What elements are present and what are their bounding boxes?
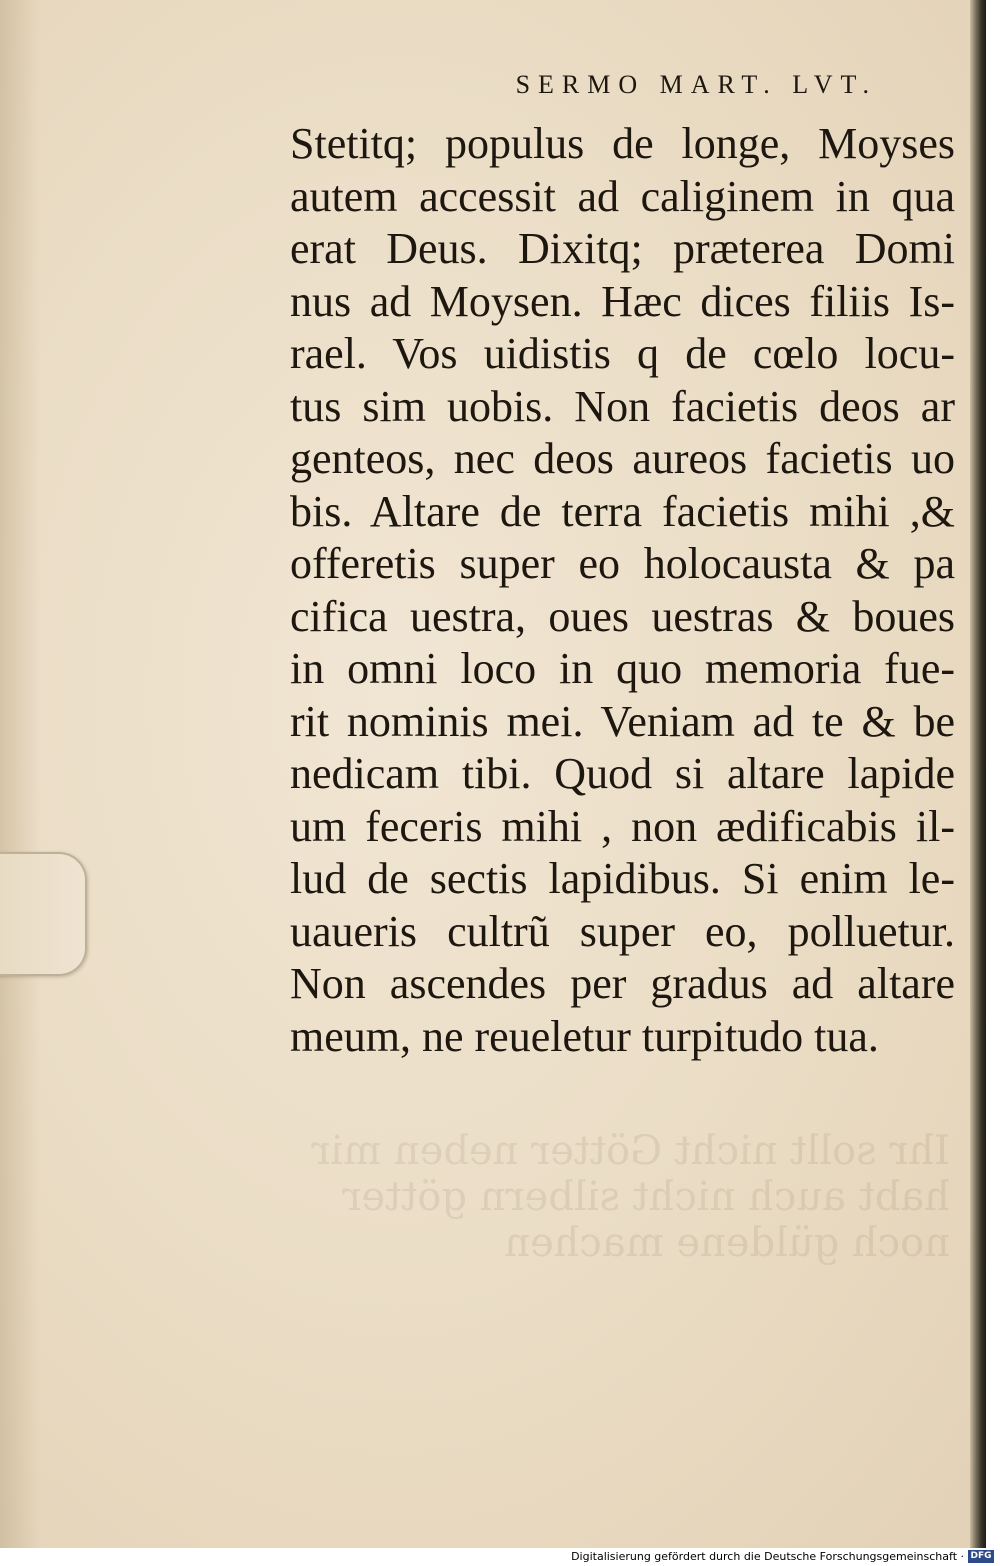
text-line: genteos, nec deos aureos facietis uo	[290, 434, 955, 483]
dfg-logo-icon: DFG	[968, 1550, 994, 1563]
digitization-credit: Digitalisierung gefördert durch die Deutsche Forschungsgemeinschaft ·	[571, 1550, 964, 1563]
text-line: nus ad Moysen. Hæc dices filiis Is-	[290, 276, 955, 326]
text-line: Stetitq; populus de longe, Moyses	[290, 119, 955, 168]
text-line: um feceris mihi , non ædificabis il-	[290, 801, 955, 851]
text-line: lud de sectis lapidibus. Si enim le-	[290, 854, 955, 903]
text-line: in omni loco in quo memoria fue-	[290, 644, 955, 693]
running-header: SERMO MART. LVT.	[515, 70, 877, 99]
text-line: rit nominis mei. Veniam ad te & be	[290, 696, 955, 746]
text-line: bis. Altare de terra facietis mihi ,&	[290, 486, 955, 536]
text-line: tus sim uobis. Non facietis deos ar	[290, 381, 955, 431]
text-line: uaueris cultrũ super eo, polluetur.	[290, 906, 955, 956]
text-block	[290, 70, 955, 1063]
page-gutter-shadow	[0, 0, 40, 1548]
page-edge	[970, 0, 986, 1548]
text-line: offeretis super eo holocausta & pa	[290, 539, 955, 588]
show-through-text: Ihr sollt nicht Götter neben mir habt auch nicht silbern götter noch güldene machen	[311, 1128, 950, 1266]
text-line: autem accessit ad caliginem in qua	[290, 171, 955, 221]
text-line: erat Deus. Dixitq; præterea Domi	[290, 224, 955, 273]
text-line: meum, ne reueletur turpitudo tua.	[290, 1011, 879, 1061]
bookmark-tab	[0, 852, 87, 976]
text-line: cifica uestra, oues uestras & boues	[290, 591, 955, 641]
text-line: Non ascendes per gradus ad altare	[290, 959, 955, 1008]
text-line: nedicam tibi. Quod si altare lapide	[290, 749, 955, 798]
text-line: rael. Vos uidistis q de cœlo locu-	[290, 329, 955, 378]
